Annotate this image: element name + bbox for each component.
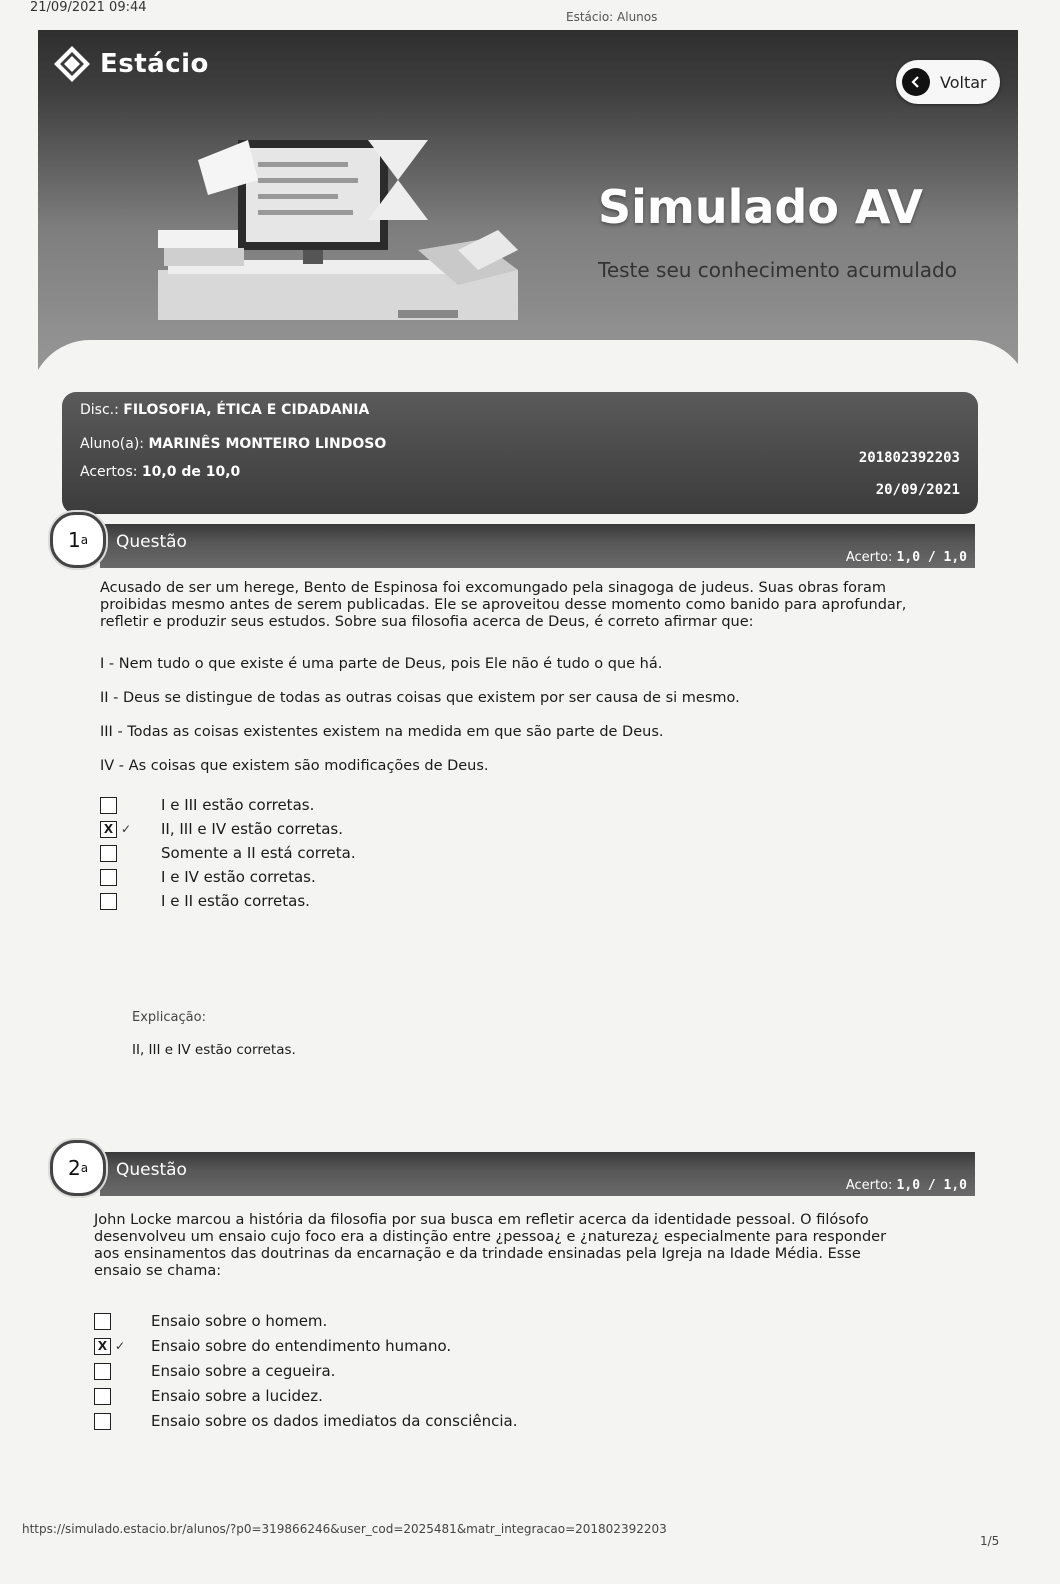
statement-item: III - Todas as coisas existentes existem na medida em que são parte de Deus. (100, 724, 664, 740)
answer-option-selected[interactable] (100, 820, 343, 838)
question-ordinal: a (80, 1161, 89, 1175)
question-text-line: desenvolveu um ensaio cujo foco era a distinção entre ¿pessoa¿ e ¿natureza¿ especialmente para responder (94, 1229, 887, 1245)
print-footer-url: https://simulado.estacio.br/alunos/?p0=319866246&user_cod=2025481&matr_integracao=201802392203 (22, 1522, 667, 1536)
chevron-left-icon (902, 68, 930, 96)
answer-option[interactable] (100, 868, 316, 886)
option-checkbox[interactable]: X (94, 1338, 111, 1355)
question-text-line: Acusado de ser um herege, Bento de Espinosa foi excomungado pela sinagoga de judeus. Suas obras foram (100, 580, 887, 596)
option-label: II, III e IV estão corretas. (161, 820, 343, 838)
question-score (846, 550, 967, 565)
banner-curve (30, 340, 1030, 400)
hero-subtitle: Teste seu conhecimento acumulado (598, 258, 957, 282)
hero-title: Simulado AV (598, 180, 924, 234)
estacio-logo-icon (52, 44, 92, 84)
score-row (80, 464, 240, 480)
option-checkbox[interactable] (94, 1313, 111, 1330)
student-label: Aluno(a): (80, 436, 144, 452)
option-label: Ensaio sobre a lucidez. (151, 1387, 323, 1405)
brand-name: Estácio (100, 49, 209, 79)
question-bar (100, 1152, 975, 1196)
option-checkbox[interactable] (100, 893, 117, 910)
question-text-line: ensaio se chama: (94, 1263, 222, 1279)
answer-option[interactable] (100, 796, 314, 814)
question-title: Questão (116, 532, 187, 552)
answer-option[interactable] (94, 1312, 327, 1330)
question-score (846, 1178, 967, 1193)
student-name: MARINÊS MONTEIRO LINDOSO (148, 436, 387, 452)
option-label: Ensaio sobre os dados imediatos da consciência. (151, 1412, 518, 1430)
exam-date: 20/09/2021 (875, 482, 960, 498)
option-label: I e IV estão corretas. (161, 868, 316, 886)
back-button-label: Voltar (940, 72, 987, 92)
question-number: 2 (67, 1156, 81, 1180)
print-header (0, 0, 1060, 28)
answer-option-selected[interactable] (94, 1337, 451, 1355)
option-checkbox[interactable] (94, 1413, 111, 1430)
correct-check-icon: ✓ (115, 1339, 126, 1353)
answer-option[interactable] (94, 1412, 518, 1430)
option-label: I e II estão corretas. (161, 892, 310, 910)
score-label: Acertos: (80, 464, 138, 480)
question-text-line: proibidas mesmo antes de serem publicadas. Ele se aproveitou desse momento como banido para aprofundar, (100, 597, 907, 613)
statement-item: IV - As coisas que existem são modificações de Deus. (100, 758, 489, 774)
discipline-row (80, 402, 369, 418)
answer-option[interactable] (100, 892, 310, 910)
correct-check-icon: ✓ (121, 822, 132, 836)
option-label: Ensaio sobre o homem. (151, 1312, 328, 1330)
print-datetime: 21/09/2021 09:44 (30, 0, 147, 15)
question-1-header (50, 510, 975, 568)
registration-number: 201802392203 (858, 450, 960, 466)
discipline-value: FILOSOFIA, ÉTICA E CIDADANIA (123, 402, 370, 418)
question-score-label: Acerto: (845, 550, 893, 565)
explanation-text: II, III e IV estão corretas. (132, 1042, 296, 1058)
option-checkbox[interactable]: X (100, 821, 117, 838)
print-page-number: 1/5 (980, 1534, 1000, 1548)
student-info-panel (62, 392, 978, 514)
study-illustration (98, 100, 558, 360)
estacio-logo[interactable] (52, 44, 209, 84)
answer-option[interactable] (94, 1362, 335, 1380)
option-label: Somente a II está correta. (161, 844, 356, 862)
question-score-value: 1,0 / 1,0 (896, 1178, 967, 1193)
explanation-label: Explicação: (132, 1010, 206, 1025)
option-label: Ensaio sobre a cegueira. (151, 1362, 336, 1380)
back-button[interactable] (896, 60, 1000, 104)
score-value: 10,0 de 10,0 (141, 464, 241, 480)
statement-item: I - Nem tudo o que existe é uma parte de Deus, pois Ele não é tudo o que há. (100, 656, 663, 672)
question-score-label: Acerto: (845, 1178, 893, 1193)
answer-option[interactable] (100, 844, 356, 862)
answer-option[interactable] (94, 1387, 323, 1405)
question-text-line: aos ensinamentos das doutrinas da encarnação e da trindade ensinadas pela Igreja na Idade Média. Esse (94, 1246, 861, 1262)
discipline-label: Disc.: (80, 402, 119, 418)
question-score-value: 1,0 / 1,0 (896, 550, 967, 565)
student-row (80, 436, 386, 452)
question-title: Questão (116, 1160, 187, 1180)
question-text-line: John Locke marcou a história da filosofia por sua busca em refletir acerca da identidade pessoal. O filósofo (94, 1212, 869, 1228)
question-1-text (100, 580, 930, 631)
option-checkbox[interactable] (100, 869, 117, 886)
option-checkbox[interactable] (94, 1388, 111, 1405)
option-checkbox[interactable] (100, 797, 117, 814)
question-number: 1 (67, 528, 81, 552)
option-checkbox[interactable] (94, 1363, 111, 1380)
option-checkbox[interactable] (100, 845, 117, 862)
print-page-title: Estácio: Alunos (566, 10, 658, 24)
option-label: Ensaio sobre do entendimento humano. (151, 1337, 452, 1355)
statement-item: II - Deus se distingue de todas as outras coisas que existem por ser causa de si mesmo. (100, 690, 740, 706)
option-label: I e III estão corretas. (161, 796, 315, 814)
question-ordinal: a (80, 533, 89, 547)
hero-banner (38, 30, 1018, 390)
question-number-badge (50, 512, 106, 568)
question-number-badge (50, 1140, 106, 1196)
question-2-text (94, 1212, 934, 1280)
question-text-line: refletir e produzir seus estudos. Sobre sua filosofia acerca de Deus, é correto afirmar que: (100, 614, 754, 630)
question-2-header (50, 1138, 975, 1196)
question-bar (100, 524, 975, 568)
